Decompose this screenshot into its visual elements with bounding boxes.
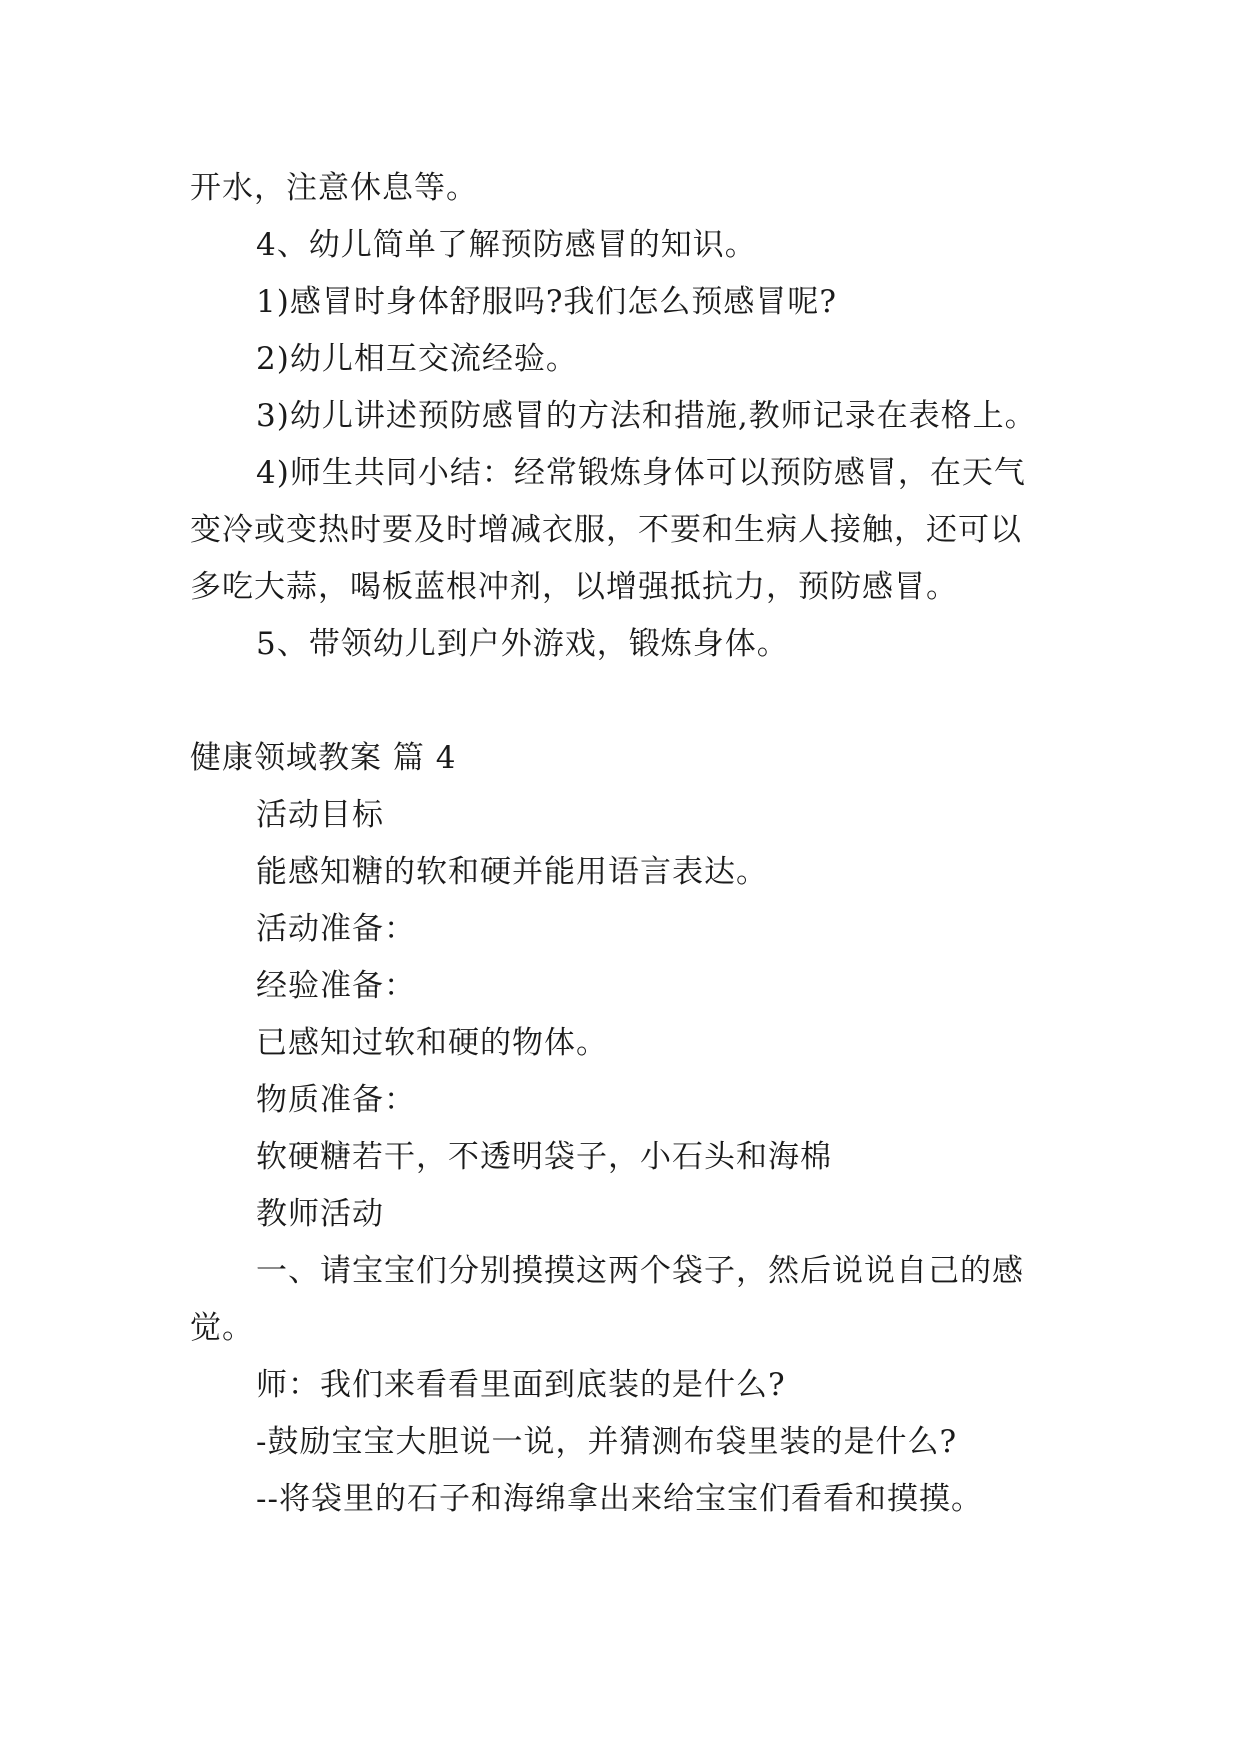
list-item: 2)幼儿相互交流经验。 [256, 341, 578, 377]
paragraph-line: 一、请宝宝们分别摸摸这两个袋子，然后说说自己的感 [256, 1253, 1024, 1289]
paragraph-line: 变冷或变热时要及时增减衣服，不要和生病人接触，还可以 [190, 512, 1022, 548]
paragraph-line: 觉。 [190, 1310, 254, 1346]
paragraph-line: 软硬糖若干，不透明袋子，小石头和海棉 [256, 1139, 832, 1175]
list-item: 3)幼儿讲述预防感冒的方法和措施,教师记录在表格上。 [256, 398, 1037, 434]
section-heading: 健康领域教案 篇 4 [190, 740, 457, 776]
paragraph-line: 已感知过软和硬的物体。 [256, 1025, 608, 1061]
list-item: 1)感冒时身体舒服吗?我们怎么预感冒呢? [256, 284, 838, 320]
subheading: 教师活动 [256, 1196, 384, 1232]
paragraph-line: 多吃大蒜，喝板蓝根冲剂，以增强抵抗力，预防感冒。 [190, 569, 958, 605]
paragraph-line: --将袋里的石子和海绵拿出来给宝宝们看看和摸摸。 [256, 1481, 983, 1517]
paragraph-line: -鼓励宝宝大胆说一说，并猜测布袋里装的是什么? [256, 1424, 958, 1460]
paragraph-line: 能感知糖的软和硬并能用语言表达。 [256, 854, 768, 890]
list-item: 5、带领幼儿到户外游戏，锻炼身体。 [256, 626, 789, 662]
paragraph-line: 开水，注意休息等。 [190, 170, 478, 206]
subheading: 经验准备： [256, 968, 416, 1004]
list-item: 4、幼儿简单了解预防感冒的知识。 [256, 227, 757, 263]
paragraph-line: 师：我们来看看里面到底装的是什么? [256, 1367, 786, 1403]
subheading: 活动准备： [256, 911, 416, 947]
subheading: 活动目标 [256, 797, 384, 833]
list-item: 4)师生共同小结：经常锻炼身体可以预防感冒，在天气 [256, 455, 1026, 491]
subheading: 物质准备： [256, 1082, 416, 1118]
